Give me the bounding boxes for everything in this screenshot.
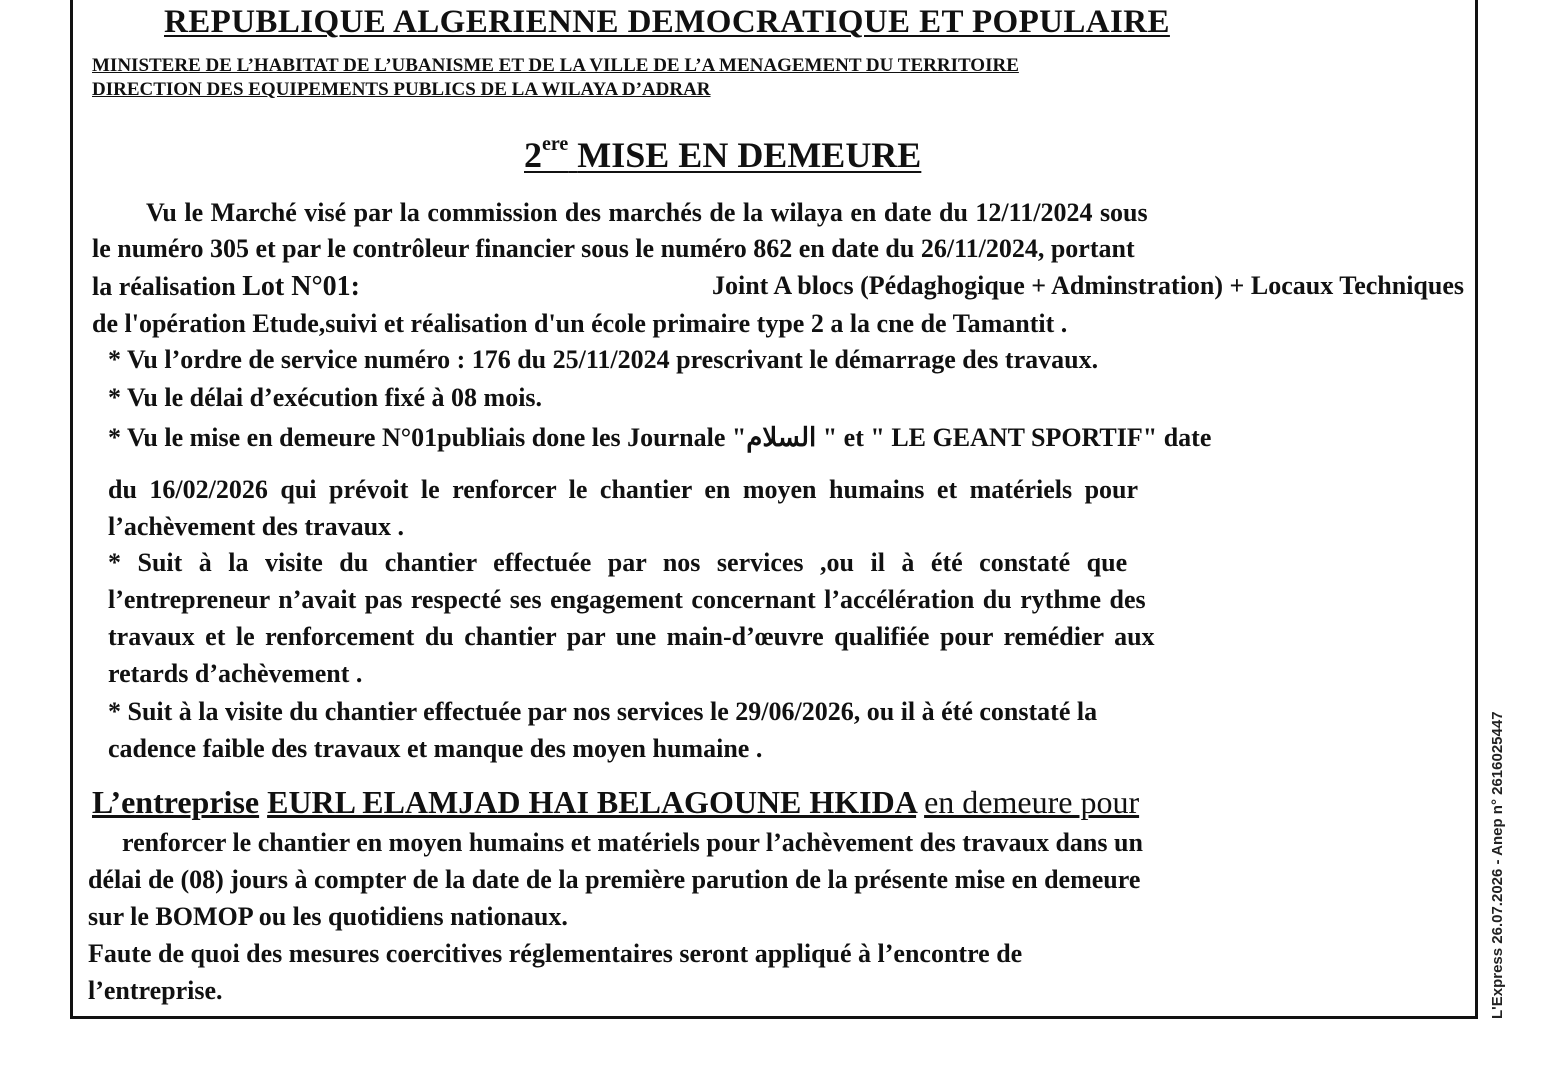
closing-line: sur le BOMOP ou les quotidiens nationaux. [88,902,568,931]
body-line: Vu le Marché visé par la commission des marchés de la wilaya en date du 12/11/2024 sous [146,198,1148,227]
body-line: travaux et le renforcement du chantier par une main-d’œuvre qualifiée pour remédier aux [108,622,1155,651]
body-line: de l'opération Etude,suivi et réalisation d'un école primaire type 2 a la cne de Tamantit . [92,309,1068,338]
closing-line: renforcer le chantier en moyen humains et matériels pour l’achèvement des travaux dans un [122,828,1143,857]
bullet-site-visit: * Suit à la visite du chantier effectuée par nos services ,ou il à été constaté que [108,548,1128,577]
enterprise-name: EURL ELAMJAD HAI BELAGOUNE HKIDA [267,784,917,820]
body-line: du 16/02/2026 qui prévoit le renforcer le chantier en moyen humains et matériels pour [108,475,1139,504]
bullet-delay: * Vu le délai d’exécution fixé à 08 mois. [108,383,543,412]
closing-line: Faute de quoi des mesures coercitives réglementaires seront appliqué à l’encontre de [88,939,1023,968]
body-line: retards d’achèvement . [108,659,363,688]
ministry-heading: MINISTERE DE L’HABITAT DE L’UBANISME ET DE LA VILLE DE L’A MENAGEMENT DU TERRITOIRE [92,55,1019,76]
enterprise-line [92,784,1139,821]
body-line: l’achèvement des travaux . [108,512,405,541]
notice-title [524,134,921,176]
enterprise-label: L’entreprise [92,784,260,820]
enterprise-tail: en demeure pour [924,784,1140,820]
lot-number: Lot N°01: [242,271,360,302]
body-line: cadence faible des travaux et manque des moyen humaine . [108,734,763,763]
title-superscript: ere [542,133,569,155]
publication-reference: L'Express 26.07.2026 - Anep n° 2616025447 [1489,711,1506,1019]
bullet-first-notice: * Vu le mise en demeure N°01publiais done les Journale "السلام " et " LE GEANT SPORTIF" date [108,423,1212,452]
closing-line: l’entreprise. [88,976,223,1005]
body-line: le numéro 305 et par le contrôleur financier sous le numéro 862 en date du 26/11/2024, portant [92,234,1135,263]
bullet-site-visit-2: * Suit à la visite du chantier effectuée par nos services le 29/06/2026, ou il à été constaté la [108,697,1098,726]
closing-line: délai de (08) jours à compter de la date de la première parution de la présente mise en demeure [88,865,1141,894]
body-line: l’entrepreneur n’avait pas respecté ses engagement concernant l’accélération du rythme des [108,585,1146,614]
lot-description: Joint A blocs (Pédaghogique + Adminstration) + Locaux Techniques [712,271,1464,300]
direction-heading: DIRECTION DES EQUIPEMENTS PUBLICS DE LA WILAYA D’ADRAR [92,79,711,100]
title-number: 2 [524,135,542,175]
bullet-service-order: * Vu l’ordre de service numéro : 176 du 25/11/2024 prescrivant le démarrage des travaux. [108,345,1099,374]
republic-heading: REPUBLIQUE ALGERIENNE DEMOCRATIQUE ET POPULAIRE [164,4,1170,40]
lot-prefix: la réalisation [92,272,236,301]
body-line [92,271,1464,303]
title-text: MISE EN DEMEURE [577,135,922,175]
